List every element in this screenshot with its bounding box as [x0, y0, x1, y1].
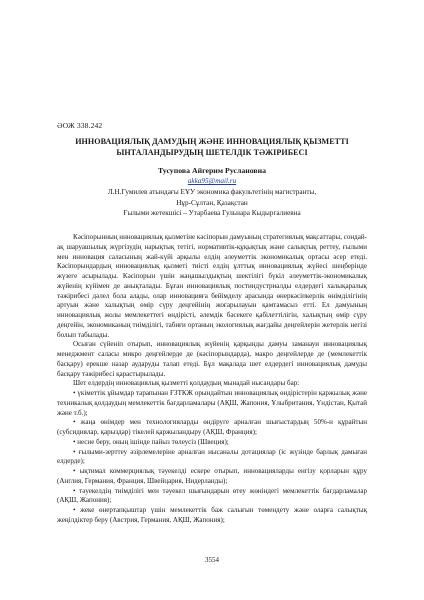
author-email[interactable]: [57, 177, 367, 185]
affiliation-block: [57, 187, 367, 219]
bullet-item: • жаңа өнімдер мен технологияларды өндіруге арналған шығыстардың 50%-н құрайтын (субсидиялар, қарыздар) тікелей қаржыландыру (АҚШ, Франция);: [57, 418, 367, 436]
affiliation-line-2: Нұр-Сұлтан, Қазақстан: [176, 198, 248, 207]
title-line-2: ЫНТАЛАНДЫРУДЫҢ ШЕТЕЛДІК ТӘЖІРИБЕСІ: [116, 148, 308, 157]
paragraph: Шет елдердің инновациялық қызметті қолдаудың мынадай нысандары бар:: [73, 379, 300, 388]
author-name: Тусупова Айгерим Руслановна: [157, 166, 267, 175]
bullet-item: • ғылыми-зерттеу әзірлемелеріне арналған нысаналы дотациялар (іс жүзінде барлық дамыған елдерде);: [57, 447, 367, 466]
udc-code: ӘОЖ 338.242: [57, 121, 103, 130]
bullet-item: • несие беру, оның ішінде пайыз төлеусіз (Швеция);: [73, 437, 229, 446]
bullet-item: • тәуекелдің тиімділігі мен тәуекел шығындарын өтеу жөніндегі мемлекеттік бағдарламалар (АҚШ, Жапония);: [57, 486, 367, 505]
bullet-item: • үкіметтік ұйымдар тарапынан ҒЗТКЖ орындайтын инновациялық өндірістерін қаржылық және техникалық қолдаудың мемлекеттік бағдарламалары (АҚШ, Жапония, Ұлыбритания, Үндістан, Қытай және т.б.);: [57, 389, 367, 417]
email-link[interactable]: akka95@mail.ru: [187, 177, 237, 185]
title-line-1: ИННОВАЦИЯЛЫҚ ДАМУДЫҢ ЖӘНЕ ИННОВАЦИЯЛЫҚ ҚЫЗМЕТТІ: [75, 137, 349, 146]
article-title: [57, 136, 367, 158]
paragraph: Осыған сүйеніп отырып, инновациялық жүйенің қарқынды дамуы заманауи инновациялық менеджмент саласы микро деңгейлерде де (кәсіпорындарда), макро деңгейлерде де (мемлекеттік басқару) ерекше назар аударуды талап етеді. Бұл мақалада шет елдердегі инновациялық дамуды басқару тәжірибесі қарастырылады.: [57, 340, 367, 378]
bullet-item: • ықтимал коммерциялық тәуекелді ескере отырып, инновацияларды енгізу қорларын құру (Англия, Германия, Франция, Швейцария, Нидерланды);: [57, 467, 367, 485]
paragraph: Кәсіпорынның инновациялық қызметіне кәсіпорын дамуының стратегиялық мақсаттары, сондай-ақ шаруашылық жүргізудің нарықтық тетігі, нормативтік-құқықтық және салықтық реттеу, ғылыми мен инновация саласының жай-күйі арқылы елдің әлеуметтік экономикалық ортасы әсер етеді. Кәсіпорындардың инновациялық қызметі тиісті елдің ұлттық инновациялық жүйесі шеңберінде жүзеге асырылады. Кәсіпорын үшін жаңашылдықтың шектілігі бүкіл әлеуметтік-экономикалық жүйенің күйімен де анықталады. Бұған инновациялық постиндустриалды елдердегі халықаралық тәжірибесі дәлел бола алады, олар инновацияға бейімделу арасында өнеркәсіпкерлік өнімділігінің артуын және халықтың өмір сүру деңгейінің жоғарылауын қамтамасыз етті. Ел дамуының инновациялық жолы мемлекеттегі өндірісті, әлемдік бәсекеге қабілеттілігін, халықтың өмір сүру деңгейін, экономиканың тиімділігі, табиғи ортаның экологиялық жағдайы деңгейлерін жетерлік негізі болып табылады.: [57, 233, 367, 339]
article-body: [57, 233, 367, 526]
supervisor-line: Ғылыми жетекшісі – Утарбаева Гульнара Кыдыргалиевна: [123, 209, 301, 218]
page-number: 3554: [205, 556, 219, 564]
affiliation-line-1: Л.Н.Гумилев атындағы ЕҰУ экономика факультетінің магистранты,: [107, 188, 317, 196]
bullet-item: • жеке өнертапқыштар үшін мемлекеттік баж салығын төмендету және оларға салықтық жеңілдіктер беру (Австрия, Германия, АҚШ, Жапония);: [57, 506, 367, 524]
